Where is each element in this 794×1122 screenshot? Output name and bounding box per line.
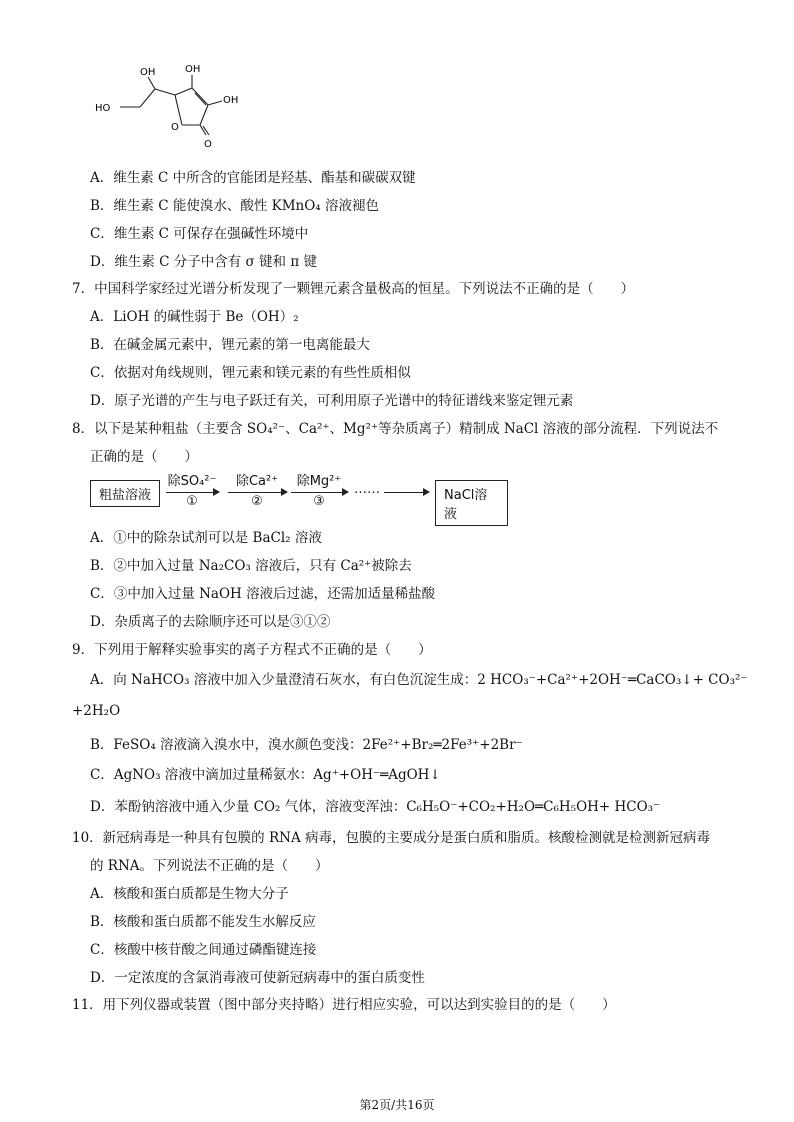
page-footer: 第2页/共16页 bbox=[359, 1098, 435, 1112]
q10-option-b: B．核酸和蛋白质都不能发生水解反应 bbox=[90, 914, 316, 930]
flow-arrow-4 bbox=[384, 492, 428, 493]
mol-label-o-ring: O bbox=[171, 122, 179, 133]
q8-stem-line2: 正确的是（ ） bbox=[90, 449, 198, 465]
q10-stem-line2: 的 RNA。下列说法不正确的是（ ） bbox=[90, 858, 329, 874]
flow-step2-number: ② bbox=[251, 494, 263, 509]
q7-option-a: A．LiOH 的碱性弱于 Be（OH）₂ bbox=[90, 309, 299, 325]
q11-stem: 11．用下列仪器或装置（图中部分夹持略）进行相应实验，可以达到实验目的的是（ ） bbox=[72, 997, 616, 1013]
purification-flowchart bbox=[88, 470, 508, 522]
q7-option-d: D．原子光谱的产生与电子跃迁有关，可利用原子光谱中的特征谱线来鉴定锂元素 bbox=[90, 393, 574, 409]
q6-option-a: A．维生素 C 中所含的官能团是羟基、酯基和碳碳双键 bbox=[90, 170, 416, 186]
vitamin-c-structure bbox=[80, 55, 260, 155]
q9-option-c: C．AgNO₃ 溶液中滴加过量稀氨水：Ag⁺+OH⁻═AgOH↓ bbox=[90, 767, 441, 783]
q10-stem-line1: 10．新冠病毒是一种具有包膜的 RNA 病毒，包膜的主要成分是蛋白质和脂质。核酸检测就是检测新冠病毒 bbox=[72, 830, 710, 846]
mol-label-oh2: OH bbox=[185, 64, 201, 75]
flow-step1-label: 除SO₄²⁻ bbox=[167, 474, 217, 489]
q7-option-b: B．在碱金属元素中，锂元素的第一电离能最大 bbox=[90, 337, 370, 353]
mol-label-oh3: OH bbox=[223, 95, 239, 106]
q9-option-a: A．向 NaHCO₃ 溶液中加入少量澄清石灰水，有白色沉淀生成：2 HCO₃⁻+Ca²⁺+2OH⁻═CaCO₃↓+ CO₃²⁻ bbox=[90, 672, 748, 688]
flow-end-box: NaCl溶液 bbox=[435, 480, 508, 526]
q6-option-d: D．维生素 C 分子中含有 σ 键和 π 键 bbox=[90, 254, 317, 270]
mol-label-oh1: OH bbox=[140, 67, 156, 78]
q9-option-a-continued: +2H₂O bbox=[72, 703, 121, 719]
flow-arrow-2 bbox=[228, 492, 286, 493]
mol-label-ho: HO bbox=[95, 103, 111, 114]
q7-stem: 7．中国科学家经过光谱分析发现了一颗锂元素含量极高的恒星。下列说法不正确的是（ ） bbox=[72, 281, 635, 297]
q8-option-b: B．②中加入过量 Na₂CO₃ 溶液后，只有 Ca²⁺被除去 bbox=[90, 558, 412, 574]
q8-option-a: A．①中的除杂试剂可以是 BaCl₂ 溶液 bbox=[90, 530, 322, 546]
q9-option-b: B．FeSO₄ 溶液滴入溴水中，溴水颜色变浅：2Fe²⁺+Br₂═2Fe³⁺+2Br⁻ bbox=[90, 737, 523, 753]
q6-option-b: B．维生素 C 能使溴水、酸性 KMnO₄ 溶液褪色 bbox=[90, 198, 379, 214]
flow-step3-label: 除Mg²⁺ bbox=[296, 474, 342, 489]
q10-option-d: D．一定浓度的含氯消毒液可使新冠病毒中的蛋白质变性 bbox=[90, 970, 425, 986]
flow-ellipsis: …… bbox=[354, 482, 380, 497]
q6-option-c: C．维生素 C 可保存在强碱性环境中 bbox=[90, 226, 309, 242]
flow-arrow-3 bbox=[291, 492, 347, 493]
mol-label-o-carbonyl: O bbox=[204, 139, 212, 150]
flow-step1-number: ① bbox=[186, 494, 198, 509]
q8-option-d: D．杂质离子的去除顺序还可以是③①② bbox=[90, 614, 331, 630]
q8-option-c: C．③中加入过量 NaOH 溶液后过滤，还需加适量稀盐酸 bbox=[90, 586, 436, 602]
flow-step3-number: ③ bbox=[313, 494, 325, 509]
q10-option-c: C．核酸中核苷酸之间通过磷酯键连接 bbox=[90, 942, 317, 958]
flow-step2-label: 除Ca²⁺ bbox=[235, 474, 279, 489]
q8-stem-line1: 8．以下是某种粗盐（主要含 SO₄²⁻、Ca²⁺、Mg²⁺等杂质离子）精制成 NaCl 溶液的部分流程．下列说法不 bbox=[72, 421, 719, 437]
q9-stem: 9．下列用于解释实验事实的离子方程式不正确的是（ ） bbox=[72, 642, 432, 658]
flow-start-box: 粗盐溶液 bbox=[90, 480, 160, 507]
q9-option-d: D．苯酚钠溶液中通入少量 CO₂ 气体，溶液变浑浊：C₆H₅O⁻+CO₂+H₂O═C₆H₅OH+ HCO₃⁻ bbox=[90, 799, 661, 815]
q10-option-a: A．核酸和蛋白质都是生物大分子 bbox=[90, 886, 289, 902]
q7-option-c: C．依据对角线规则，锂元素和镁元素的有些性质相似 bbox=[90, 365, 411, 381]
flow-arrow-1 bbox=[166, 492, 218, 493]
